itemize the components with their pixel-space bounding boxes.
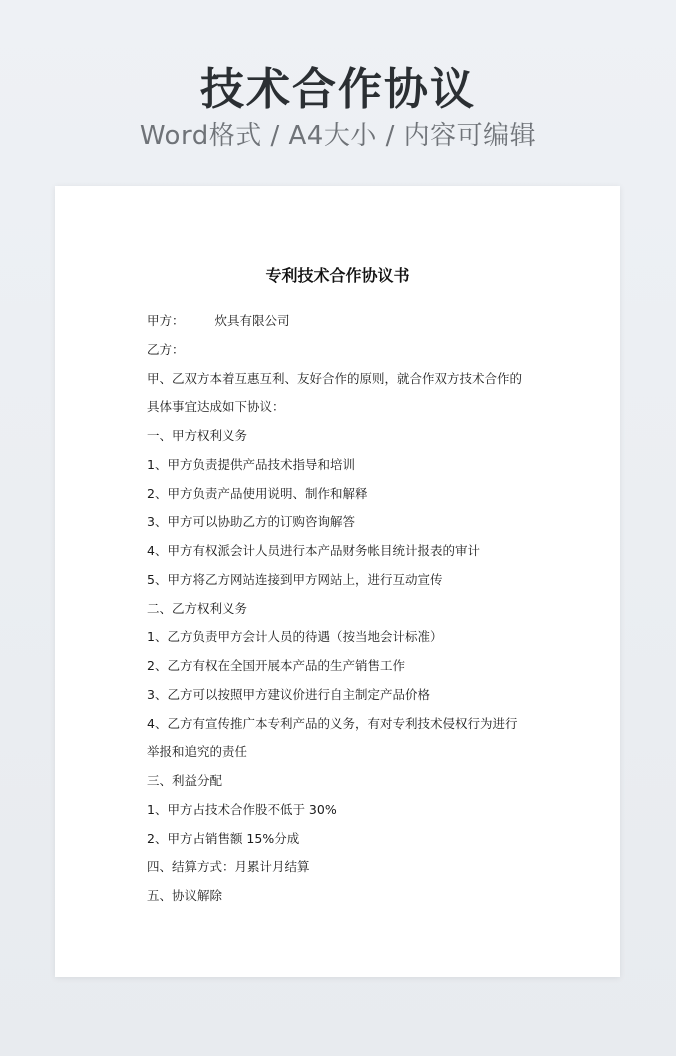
list-item: 1、甲方负责提供产品技术指导和培训 [147,456,355,472]
banner-subtitle: Word格式 / A4大小 / 内容可编辑 [139,121,537,151]
list-item: 2、甲方占销售额 15%分成 [147,830,300,846]
section-heading: 三、利益分配 [147,773,223,788]
party-a-line [147,307,567,336]
list-item: 2、甲方负责产品使用说明、制作和解释 [147,485,368,501]
list-item: 5、甲方将乙方网站连接到甲方网站上，进行互动宣传 [147,571,443,587]
list-item-continuation: 举报和追究的责任 [147,744,248,760]
section-heading: 一、甲方权利义务 [147,428,248,443]
body-line: 甲、乙双方本着互惠互利、友好合作的原则，就合作双方技术合作的 [147,370,523,386]
party-a-label: 甲方： [147,313,185,328]
list-item: 2、乙方有权在全国开展本产品的生产销售工作 [147,658,405,673]
list-item: 4、乙方有宣传推广本专利产品的义务，有对专利技术侵权行为进行 [147,715,518,731]
body-line: 具体事宜达成如下协议： [147,399,285,415]
banner-title: 技术合作协议 [200,64,476,115]
list-item: 1、乙方负责甲方会计人员的待遇（按当地会计标准） [147,629,443,645]
list-item: 1、甲方占技术合作股不低于 30% [147,801,337,817]
document-page [55,186,620,977]
section-heading: 五、协议解除 [147,888,223,903]
party-a-value: 炊具有限公司 [214,313,290,328]
list-item: 4、甲方有权派会计人员进行本产品财务帐目统计报表的审计 [147,543,480,558]
list-item: 3、乙方可以按照甲方建议价进行自主制定产品价格 [147,686,430,702]
document-body [147,307,567,911]
section-heading: 四、结算方式：月累计月结算 [147,859,310,875]
document-title: 专利技术合作协议书 [265,266,410,285]
list-item: 3、甲方可以协助乙方的订购咨询解答 [147,514,355,530]
party-b-label: 乙方： [147,341,185,357]
section-heading: 二、乙方权利义务 [147,600,248,616]
party-b-line [147,336,567,365]
